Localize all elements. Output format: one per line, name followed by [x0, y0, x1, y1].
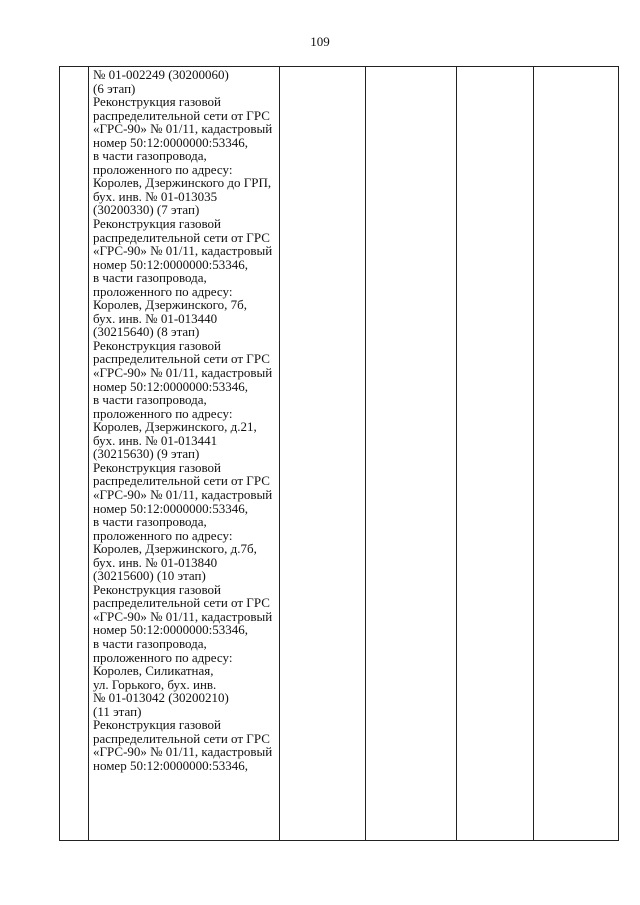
empty-cell	[534, 67, 619, 841]
empty-cell	[366, 67, 457, 841]
empty-cell	[457, 67, 534, 841]
table-row	[60, 67, 619, 841]
description-cell	[89, 67, 280, 841]
index-cell	[60, 67, 89, 841]
page-number: 109	[310, 34, 330, 49]
data-table	[59, 66, 619, 841]
description-text: № 01-002249 (30200060) (6 этап) Реконструкция газовой распределительной сети от ГРС «ГРС-90» № 01/11, кадастровый номер 50:12:0000000:53346, в части газопровода, проложенного по адресу: Королев, Дзержинского до ГРП, бух. инв. № 01-013035 (30200330) (7 этап) Реконструкция газовой распределительной сети от ГРС «ГРС-90» № 01/11, кадастровый номер 50:12:0000000:53346, в части газопровода, проложенного по адресу: Королев, Дзержинского, 7б, бух. инв. № 01-013440 (30215640) (8 этап) Реконструкция газовой распределительной сети от ГРС «ГРС-90» № 01/11, кадастровый номер 50:12:0000000:53346, в части газопровода, проложенного по адресу: Королев, Дзержинского, д.21, бух. инв. № 01-013441 (30215630) (9 этап) Реконструкция газовой распределительной сети от ГРС «ГРС-90» № 01/11, кадастровый номер 50:12:0000000:53346, в части газопровода, проложенного по адресу: Королев, Дзержинского, д.7б, бух. инв. № 01-013840 (30215600) (10 этап) Реконструкция газовой распределительной сети от ГРС «ГРС-90» № 01/11, кадастровый номер 50:12:0000000:53346, в части газопровода, проложенного по адресу: Королев, Силикатная, ул. Горького, бух. инв. № 01-013042 (30200210) (11 этап) Реконструкция газовой распределительной сети от ГРС «ГРС-90» № 01/11, кадастровый номер 50:12:0000000:53346,	[93, 67, 273, 773]
empty-cell	[280, 67, 366, 841]
